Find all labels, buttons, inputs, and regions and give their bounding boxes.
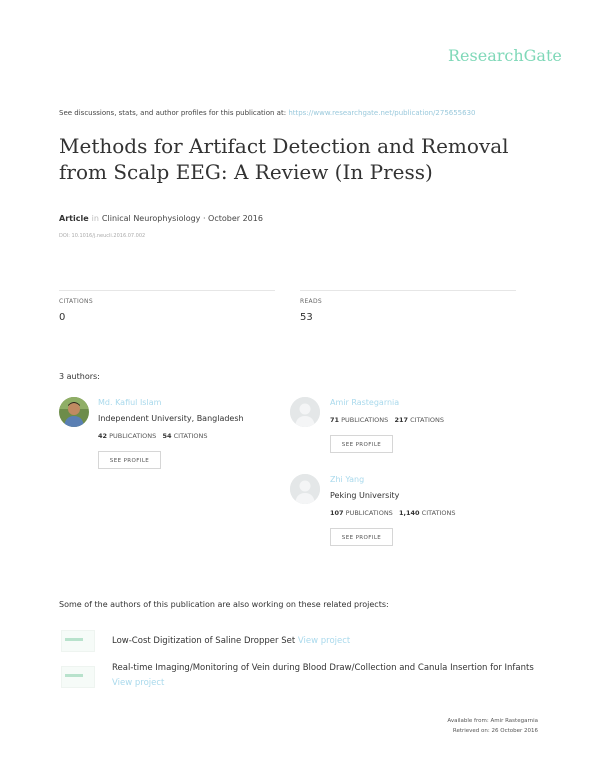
citations-value: 0 [59, 312, 66, 323]
project-item [112, 634, 542, 649]
citations-count: 1,140 [399, 509, 420, 517]
authors-heading: 3 authors: [59, 372, 100, 381]
author-name[interactable]: Md. Kafiul Islam [98, 398, 162, 407]
default-avatar-icon [290, 474, 320, 504]
publications-count: 107 [330, 509, 344, 517]
publications-label: PUBLICATIONS [341, 416, 389, 424]
project-thumbnail[interactable] [61, 630, 95, 652]
project-item [112, 661, 542, 691]
reads-label: READS [300, 298, 322, 305]
author-name[interactable]: Amir Rastegarnia [330, 398, 400, 407]
paper-title: Methods for Artifact Detection and Removal from Scalp EEG: A Review (In Press) [59, 134, 509, 184]
publications-label: PUBLICATIONS [109, 432, 157, 440]
reads-value: 53 [300, 312, 313, 323]
citations-label: CITATIONS [421, 509, 456, 517]
view-project-link[interactable]: View project [112, 678, 165, 688]
available-from: Available from: Amir Rastegarnia [447, 718, 538, 724]
project-title: Real-time Imaging/Monitoring of Vein during Blood Draw/Collection and Canula Insertion for Infants [112, 663, 534, 673]
discussion-line [59, 109, 476, 117]
publications-count: 42 [98, 432, 108, 440]
discussion-text: See discussions, stats, and author profiles for this publication at: [59, 109, 289, 117]
author-affiliation: Independent University, Bangladesh [98, 414, 244, 423]
venue: Clinical Neurophysiology · October 2016 [101, 214, 263, 223]
publications-count: 71 [330, 416, 340, 424]
doi: DOI: 10.1016/j.neucli.2016.07.002 [59, 233, 146, 239]
see-profile-button[interactable]: SEE PROFILE [98, 451, 161, 469]
default-avatar-icon [290, 397, 320, 427]
see-profile-button[interactable]: SEE PROFILE [330, 528, 393, 546]
in-label: in [91, 214, 99, 223]
project-placeholder-icon [65, 674, 83, 677]
author-avatar[interactable] [59, 397, 89, 427]
author-avatar[interactable] [290, 474, 320, 504]
project-placeholder-icon [65, 638, 83, 641]
publication-meta [59, 214, 263, 223]
researchgate-logo[interactable]: ResearchGate [448, 46, 562, 65]
author-stats [330, 509, 456, 517]
author-stats [98, 432, 207, 440]
article-type: Article [59, 214, 89, 223]
author-stats [330, 416, 444, 424]
project-thumbnail[interactable] [61, 666, 95, 688]
author-affiliation: Peking University [330, 491, 400, 500]
citations-divider [59, 290, 275, 291]
citations-label: CITATIONS [59, 298, 93, 305]
reads-divider [300, 290, 516, 291]
citations-count: 217 [394, 416, 409, 424]
author-avatar[interactable] [290, 397, 320, 427]
citations-count: 54 [162, 432, 172, 440]
citations-label: CITATIONS [173, 432, 208, 440]
project-title: Low-Cost Digitization of Saline Dropper Set [112, 636, 296, 646]
projects-heading: Some of the authors of this publication are also working on these related projects: [59, 600, 389, 609]
view-project-link[interactable]: View project [297, 636, 351, 646]
publications-label: PUBLICATIONS [345, 509, 393, 517]
author-name[interactable]: Zhi Yang [330, 475, 365, 484]
citations-label: CITATIONS [410, 416, 444, 424]
author-photo-icon [59, 397, 89, 427]
retrieved-on: Retrieved on: 26 October 2016 [452, 728, 538, 734]
see-profile-button[interactable]: SEE PROFILE [330, 435, 393, 453]
publication-link[interactable]: https://www.researchgate.net/publication/275655630 [288, 109, 476, 117]
